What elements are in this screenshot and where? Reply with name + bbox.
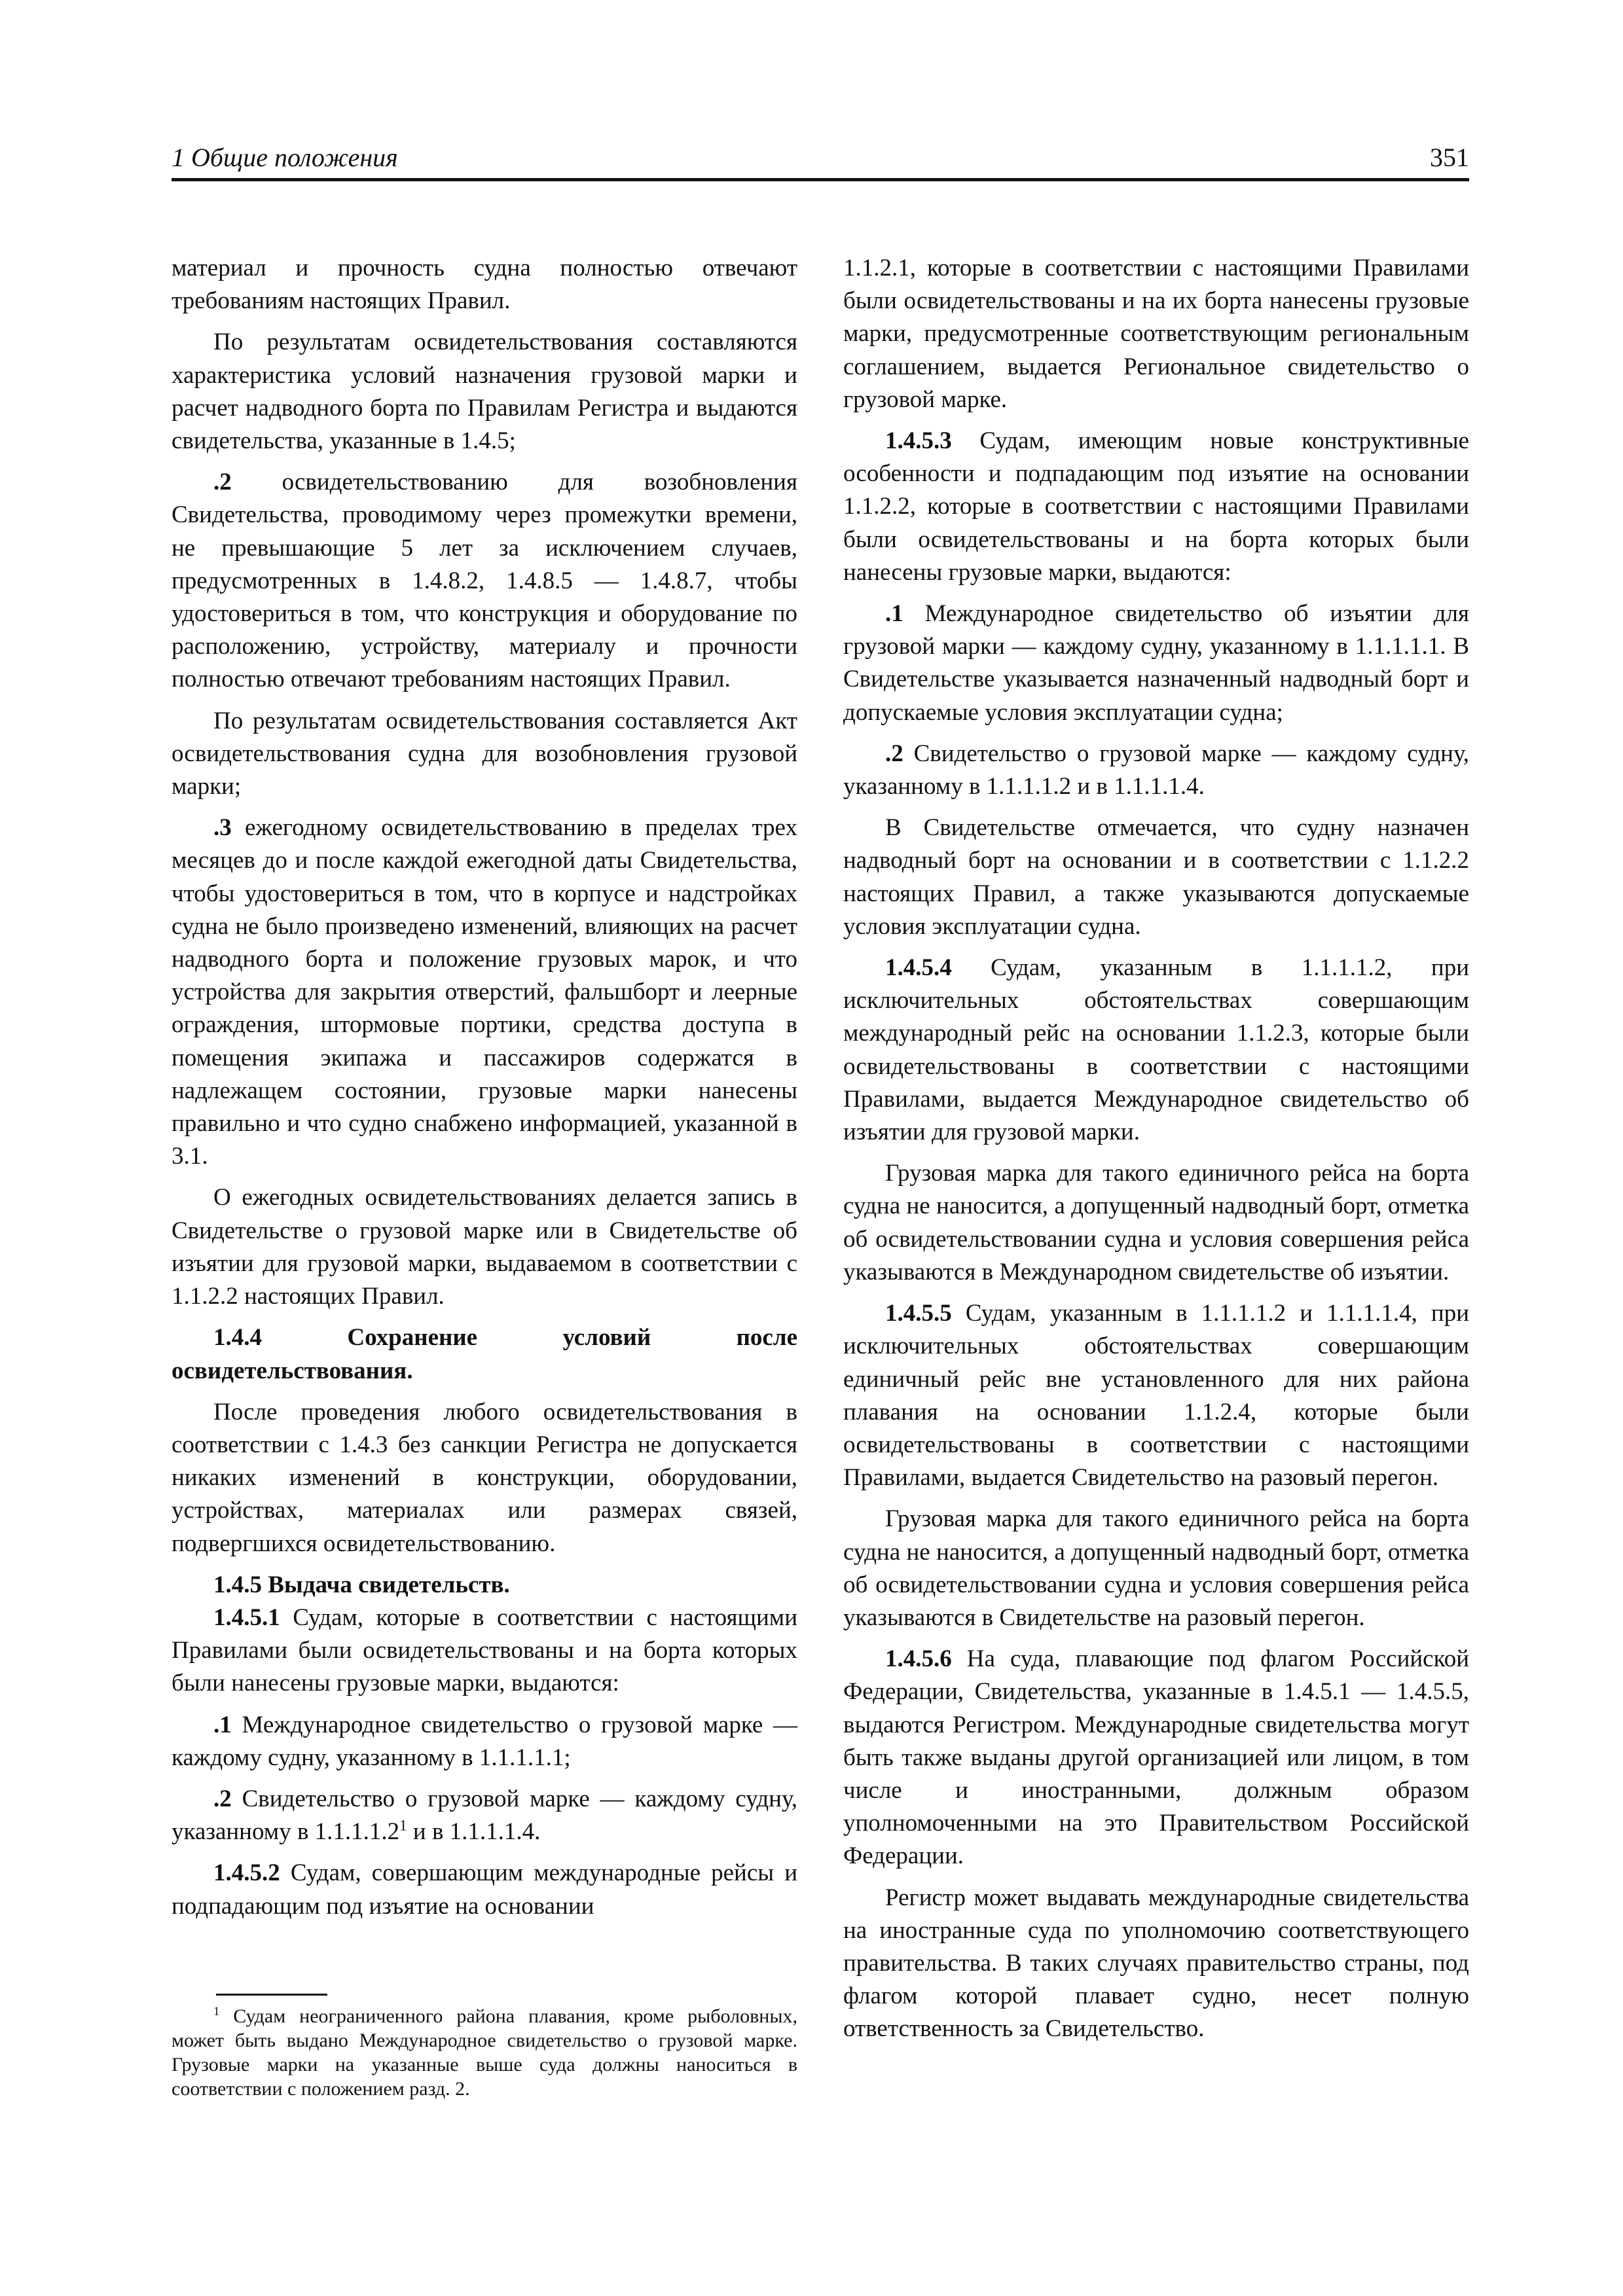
item-number: .1: [213, 1711, 232, 1738]
right-column: [843, 252, 1469, 2046]
heading-text: 1.4.5 Выдача свидетельств.: [213, 1571, 510, 1598]
list-item: [172, 1783, 797, 1848]
clause-text: Судам, указанным в 1.1.1.1.2 и 1.1.1.1.4, при исключительных обстоятельствах совершающим единичный рейс вне установленного для них района плавания на основании 1.1.2.4, которые были освидетельствованы в соответствии с настоящими Правилами, выдается Свидетельство на разовый перегон.: [843, 1300, 1469, 1492]
footnote-mark: 1: [213, 2005, 220, 2018]
paragraph: О ежегодных освидетельствованиях делается запись в Свидетельстве о грузовой марке или в Свидетельстве об изъятии для грузовой марки, выдаваемом в соответствии с 1.1.2.2 настоящих Правил.: [172, 1184, 797, 1310]
clause-number: 1.4.5.1: [213, 1604, 280, 1631]
paragraph: Грузовая марка для такого единичного рейса на борта судна не наносится, а допущенный надводный борт, отметка об освидетельствовании судна и условия совершения рейса указываются в Свидетельстве на разовый перегон.: [843, 1505, 1469, 1631]
list-item: [843, 738, 1469, 803]
section-heading: [172, 1569, 797, 1602]
paragraph: Регистр может выдавать международные свидетельства на иностранные суда по уполномочию соответствующего правительства. В таких случаях правительство страны, под флагом которой плавает судно, несет полную ответственность за Свидетельство.: [843, 1884, 1469, 2043]
item-text: Международное свидетельство об изъятии для грузовой марки — каждому судну, указанному в 1.1.1.1.1. В Свидетельстве указывается назначенный надводный борт и допускаемые условия эксплуатации судна;: [843, 600, 1469, 726]
list-item: [843, 598, 1469, 729]
paragraph: Грузовая марка для такого единичного рейса на борта судна не наносится, а допущенный надводный борт, отметка об освидетельствовании судна и условия совершения рейса указываются в Международном свидетельстве об изъятии.: [843, 1160, 1469, 1285]
clause-number: 1.4.5.6: [885, 1645, 952, 1673]
footnote-text: Судам неограниченного района плавания, кроме рыболовных, может быть выдано Международное свидетельство о грузовой марке. Грузовые марки на указанные выше суда должны наноситься в соответствии с положением разд. 2.: [172, 2005, 797, 2100]
item-text: и в 1.1.1.1.4.: [407, 1818, 541, 1846]
item-number: .2: [885, 740, 903, 767]
list-item: [172, 812, 797, 1173]
clause-number: 1.4.5.3: [885, 427, 952, 455]
left-column: [172, 252, 797, 1923]
paragraph: В Свидетельстве отмечается, что судну назначен надводный борт на основании и в соответствии с 1.1.2.2 настоящих Правил, а также указываются допускаемые условия эксплуатации судна.: [843, 814, 1469, 940]
item-number: .3: [213, 814, 232, 842]
item-number: .2: [213, 1785, 232, 1812]
section-heading: [172, 1321, 797, 1387]
page-number: 351: [1430, 143, 1469, 172]
clause: [172, 1602, 797, 1700]
footnote: [172, 2004, 797, 2101]
clause: [172, 1857, 797, 1922]
item-text: освидетельствованию для возобновления Свидетельства, проводимому через промежутки времени, не превышающие 5 лет за исключением случаев, предусмотренных в 1.4.8.2, 1.4.8.5 — 1.4.8.7, чтобы удостовериться в том, что конструкция и оборудование по расположению, устройству, материалу и прочности полностью отвечают требованиям настоящих Правил.: [172, 469, 797, 693]
clause-number: 1.4.5.5: [885, 1300, 952, 1327]
item-number: .2: [213, 469, 232, 496]
heading-text: 1.4.4 Сохранение условий после освидетельствования.: [172, 1324, 797, 1384]
paragraph: По результатам освидетельствования составляются характеристика условий назначения грузовой марки и расчет надводного борта по Правилам Регистра и выдаются свидетельства, указанные в 1.4.5;: [172, 329, 797, 455]
item-number: .1: [885, 600, 903, 628]
item-text: ежегодному освидетельствованию в пределах трех месяцев до и после каждой ежегодной даты Свидетельства, чтобы удостовериться в том, что в корпусе и надстройках судна не было произведено изменений, влияющих на расчет надводного борта и положение грузовых марок, и что устройства для закрытия отверстий, фальшборт и леерные ограждения, штормовые портики, средства доступа в помещения экипажа и пассажиров содержатся в надлежащем состоянии, грузовые марки нанесены правильно и что судно снабжено информацией, указанной в 3.1.: [172, 814, 797, 1170]
paragraph: материал и прочность судна полностью отвечают требованиям настоящих Правил.: [172, 255, 797, 315]
footnote-marker: 1: [399, 1817, 407, 1834]
clause-number: 1.4.5.4: [885, 954, 952, 982]
paragraph: По результатам освидетельствования составляется Акт освидетельствования судна для возобновления грузовой марки;: [172, 707, 797, 800]
paragraph: 1.1.2.1, которые в соответствии с настоящими Правилами были освидетельствованы и на их борта нанесены грузовые марки, предусмотренные соответствующим региональным соглашением, выдается Региональное свидетельство о грузовой марке.: [843, 255, 1469, 413]
clause-text: Судам, совершающим международные рейсы и подпадающим под изъятие на основании: [172, 1859, 797, 1920]
clause-text: На суда, плавающие под флагом Российской Федерации, Свидетельства, указанные в 1.4.5.1 — 1.4.5.5, выдаются Регистром. Международные свидетельства могут быть также выданы другой организацией или лицом, в том числе и иностранными, должным образом уполномоченными на это Правительством Российской Федерации.: [843, 1645, 1469, 1870]
clause: [843, 1297, 1469, 1494]
clause-text: Судам, указанным в 1.1.1.1.2, при исключительных обстоятельствах совершающим международный рейс на основании 1.1.2.3, которые были освидетельствованы в соответствии с настоящими Правилами, выдается Международное свидетельство об изъятии для грузовой марки.: [843, 954, 1469, 1146]
clause-text: Судам, имеющим новые конструктивные особенности и подпадающим под изъятие на основании 1.1.2.2, которые в соответствии с настоящими Правилами были освидетельствованы и на борта которых были нанесены грузовые марки, выдаются:: [843, 427, 1469, 586]
paragraph: После проведения любого освидетельствования в соответствии с 1.4.3 без санкции Регистра не допускается никаких изменений в конструкции, оборудовании, устройствах, материалах или размерах связей, подвергшихся освидетельствованию.: [172, 1398, 797, 1557]
clause: [843, 1643, 1469, 1873]
item-text: Свидетельство о грузовой марке — каждому судну, указанному в 1.1.1.1.2: [172, 1785, 797, 1846]
clause: [843, 425, 1469, 589]
list-item: [172, 466, 797, 696]
clause-number: 1.4.5.2: [213, 1859, 280, 1887]
item-text: Международное свидетельство о грузовой марке — каждому судну, указанному в 1.1.1.1.1;: [172, 1711, 797, 1771]
clause-text: Судам, которые в соответствии с настоящими Правилами были освидетельствованы и на борта которых были нанесены грузовые марки, выдаются:: [172, 1604, 797, 1697]
page-header: [172, 139, 1469, 181]
list-item: [172, 1709, 797, 1774]
clause: [843, 952, 1469, 1149]
item-text: Свидетельство о грузовой марке — каждому судну, указанному в 1.1.1.1.2 и в 1.1.1.1.4.: [843, 740, 1469, 800]
footnote-divider: [216, 1994, 327, 1996]
running-title: 1 Общие положения: [172, 143, 398, 172]
